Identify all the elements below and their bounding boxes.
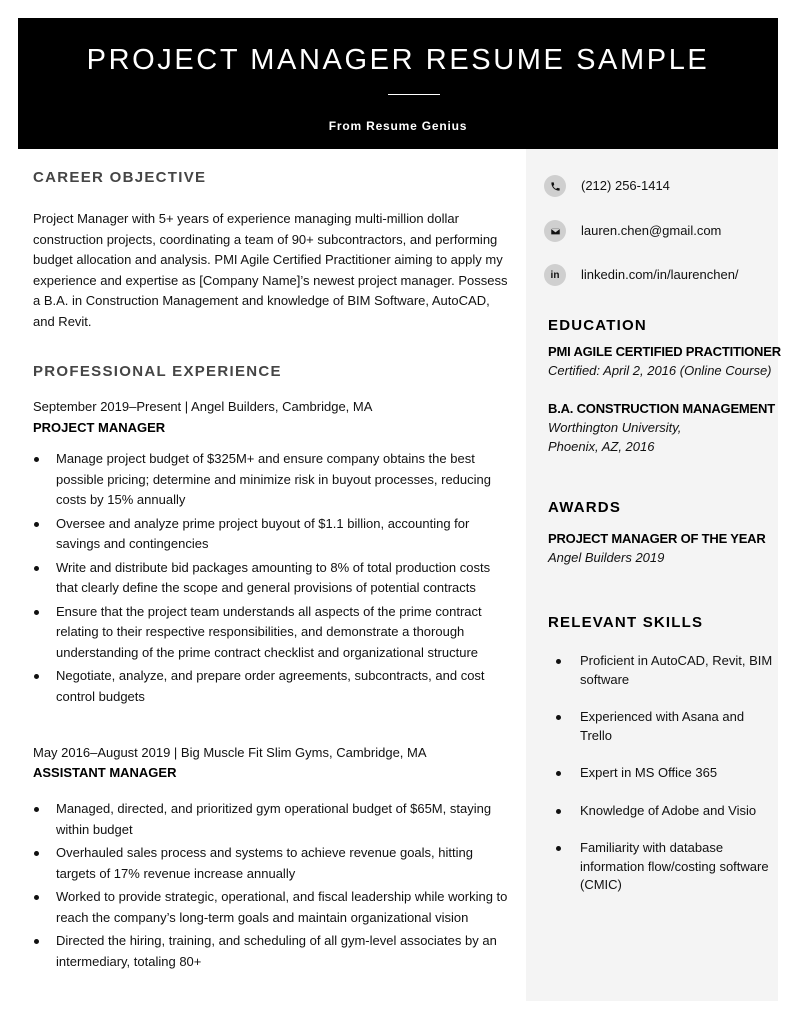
job-1-title: PROJECT MANAGER — [33, 420, 166, 435]
award-detail: Angel Builders 2019 — [548, 550, 665, 565]
contact-linkedin — [544, 264, 774, 288]
list-item: Knowledge of Adobe and Visio — [554, 802, 776, 821]
list-item: Write and distribute bid packages amounting to 8% of total production costs that clearly define the scope and general provisions of potential contracts — [33, 558, 508, 599]
award-title: PROJECT MANAGER OF THE YEAR — [548, 531, 766, 546]
email-icon — [544, 220, 566, 242]
resume-subtitle: From Resume Genius — [328, 119, 468, 133]
list-item: Proficient in AutoCAD, Revit, BIM software — [554, 652, 776, 689]
list-item: Managed, directed, and prioritized gym operational budget of $65M, staying within budget — [33, 799, 508, 840]
education-cert-detail: Certified: April 2, 2016 (Online Course) — [548, 363, 772, 378]
job-2-line: May 2016–August 2019 | Big Muscle Fit Slim Gyms, Cambridge, MA — [33, 745, 427, 760]
linkedin-url[interactable]: linkedin.com/in/laurenchen/ — [581, 267, 739, 282]
list-item: Oversee and analyze prime project buyout of $1.1 billion, accounting for savings and contingencies — [33, 514, 508, 555]
awards-heading: AWARDS — [548, 499, 622, 516]
job-2-title: ASSISTANT MANAGER — [33, 765, 177, 780]
list-item: Overhauled sales process and systems to achieve revenue goals, hitting targets of 17% revenue increase annually — [33, 843, 508, 884]
phone-icon — [544, 175, 566, 197]
sidebar — [526, 149, 781, 1001]
education-degree-title: B.A. CONSTRUCTION MANAGEMENT — [548, 401, 775, 416]
education-degree-school: Worthington University, — [548, 420, 682, 435]
phone-number[interactable]: (212) 256-1414 — [581, 178, 670, 193]
resume-header — [18, 18, 778, 149]
list-item: Ensure that the project team understands all aspects of the prime contract relating to their respective responsibilities, and demonstrate a thorough understanding of the prime contract checklist and organizational structure — [33, 602, 508, 664]
job-1-line: September 2019–Present | Angel Builders, Cambridge, MA — [33, 399, 373, 414]
education-heading: EDUCATION — [548, 317, 647, 334]
skills-heading: RELEVANT SKILLS — [548, 614, 704, 631]
list-item: Negotiate, analyze, and prepare order agreements, subcontracts, and cost control budgets — [33, 666, 508, 707]
list-item: Worked to provide strategic, operational, and fiscal leadership while working to reach the company’s long-term goals and maintain organizational vision — [33, 887, 508, 928]
linkedin-icon: in — [544, 264, 566, 286]
list-item: Expert in MS Office 365 — [554, 764, 776, 783]
job-1-bullets — [33, 449, 508, 710]
experience-heading: PROFESSIONAL EXPERIENCE — [33, 363, 282, 380]
contact-email — [544, 220, 774, 244]
education-degree-location: Phoenix, AZ, 2016 — [548, 439, 655, 454]
contact-phone — [544, 175, 774, 199]
education-cert-title: PMI AGILE CERTIFIED PRACTITIONER — [548, 344, 781, 359]
resume-title: PROJECT MANAGER RESUME SAMPLE — [86, 44, 710, 76]
job-2-bullets — [33, 799, 508, 975]
list-item: Manage project budget of $325M+ and ensure company obtains the best possible pricing; determine and minimize risk in buyout processes, reducing costs by 15% annually — [33, 449, 508, 511]
header-divider — [388, 94, 440, 95]
list-item: Experienced with Asana and Trello — [554, 708, 776, 745]
email-address[interactable]: lauren.chen@gmail.com — [581, 223, 722, 238]
list-item: Familiarity with database information flow/costing software (CMIC) — [554, 839, 776, 895]
objective-text: Project Manager with 5+ years of experience managing multi-million dollar construction projects, coordinating a team of 90+ subcontractors, and performing budget allocation and analysis. PMI Agile Certified Practitioner aiming to apply my experience and expertise as [Company Name]’s newest project manager. Possess a B.A. in Construction Management and knowledge of BIM Software, AutoCAD, and Revit. — [33, 211, 508, 329]
skills-list — [554, 652, 776, 914]
list-item: Directed the hiring, training, and scheduling of all gym-level associates by an intermediary, totaling 80+ — [33, 931, 508, 972]
objective-heading: CAREER OBJECTIVE — [33, 169, 207, 186]
